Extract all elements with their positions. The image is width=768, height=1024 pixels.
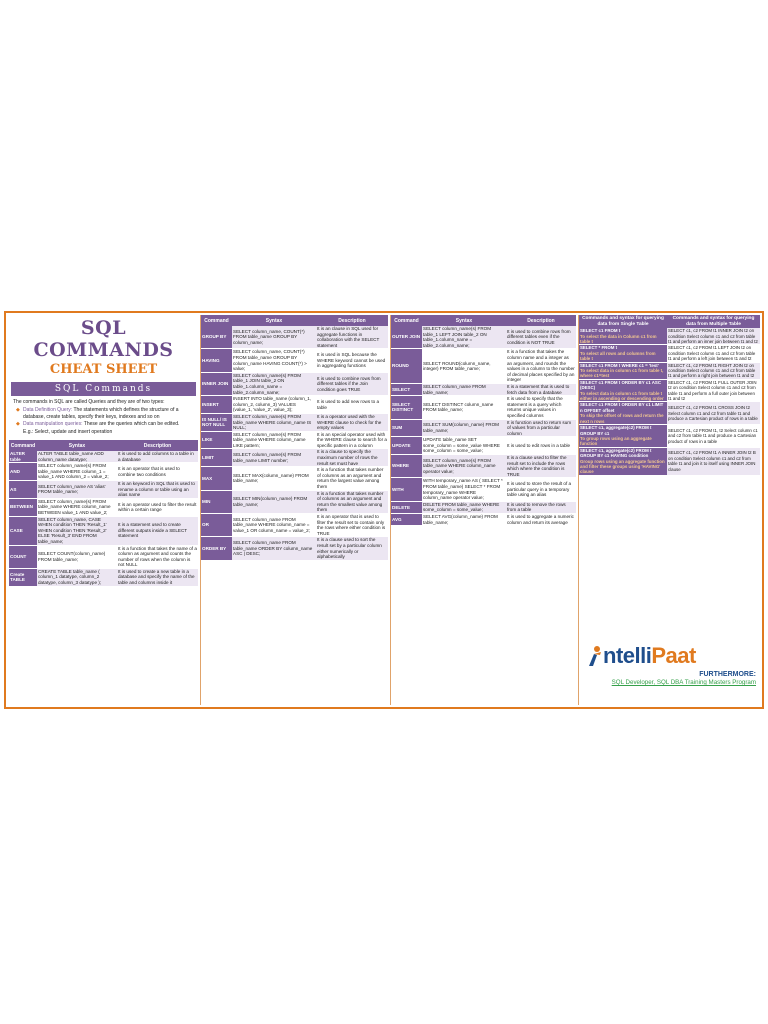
single-table-cell <box>579 402 667 425</box>
queries-table <box>579 315 760 476</box>
syntax-cell: CREATE TABLE table_name ( column_1 datatype, column_2 datatype, column_3 datatype ); <box>37 568 117 586</box>
command-cell: LIKE <box>201 431 232 449</box>
program-link[interactable]: SQL Developer, SQL DBA Training Masters Program <box>611 679 756 686</box>
single-table-note: To select the data in Column c1 from table t <box>580 333 657 344</box>
description-cell: It is a function that takes the column name and a integer as an argument, and rounds the values in a column to the number of decimal places specified by an integer <box>507 349 575 383</box>
command-cell: OUTER JOIN <box>391 326 422 349</box>
description-cell: It is used to edit rows in a table <box>506 437 576 455</box>
logo-accent: Paat <box>651 643 696 668</box>
description-cell: It is a clause to specify the maximum number of rows the result set must have <box>316 449 388 467</box>
description-cell: It is an operator that is used to combine two conditions <box>117 463 198 481</box>
command-cell: HAVING <box>201 349 232 372</box>
syntax-cell: SELECT column_name AS 'alias' FROM table_name; <box>37 480 117 498</box>
table-row <box>201 396 388 414</box>
syntax-cell: SELECT DISTINCT column_name FROM table_name; <box>422 396 506 419</box>
description-cell: It is used to aggregate a numeric column and return its average <box>506 514 576 526</box>
description-cell: It is a function that takes number of columns as an argument and return the smallest value among them <box>316 490 388 513</box>
command-cell: GROUP BY <box>201 326 232 349</box>
multiple-table-cell: SELECT c1, c2 FROM t1 FULL OUTER JOIN t2 on condition Select column c1 and c2 from table t1 and perform a full outer join between t1 and t2 <box>667 379 760 402</box>
intro-list <box>23 407 194 428</box>
table-row <box>391 478 576 501</box>
command-cell: ALTER table <box>9 451 37 463</box>
single-table-cell <box>579 379 667 402</box>
description-cell: It is an keyword in SQL that is used to rename a column or table using an alias name <box>117 480 198 498</box>
intro-desc: These are the queries which can be edited. <box>82 421 180 427</box>
col-command: Command <box>391 315 422 326</box>
command-cell: ORDER BY <box>201 537 232 560</box>
table-row <box>201 413 388 431</box>
syntax-cell: SELECT MIN(column_name) FROM table_name; <box>232 490 316 513</box>
description-cell: It is a operator used with the WHERE clause to check for the empty values <box>316 413 388 431</box>
commands-body-1 <box>9 451 198 586</box>
single-table-query: SELECT c1, aggregate(c2) FROM t GROUP BY c1 <box>580 425 652 436</box>
syntax-cell: SELECT column_name(s) FROM table_name WHERE column_1 = value_1 AND column_2 = value_2; <box>37 463 117 481</box>
command-cell: AND <box>9 463 37 481</box>
intro-term: Data Definition Query: <box>23 407 73 413</box>
description-cell: It is used to create a new table in a database and specify the name of the table and columns inside it <box>117 568 198 586</box>
description-cell: It is a clause used to filter the result set to include the rows which where the condition is TRUE <box>506 455 576 478</box>
single-table-note: To select data in column c1 from table t either in ascending or descending order <box>580 390 664 402</box>
cheat-sheet <box>4 311 764 709</box>
description-cell: It is function used to return sum of values from a particular column <box>506 419 576 437</box>
commands-body-2 <box>201 326 388 560</box>
command-cell: MIN <box>201 490 232 513</box>
panel-intro <box>9 315 198 705</box>
table-row <box>201 537 388 560</box>
command-cell: IS NULL/ IS NOT NULL <box>201 413 232 431</box>
description-cell: It is a function that takes the name of a column as argument and counts the number of rows when the column is not NULL <box>118 545 197 568</box>
single-table-note: To select data in column c1 from table t, where c1=test <box>580 368 664 379</box>
multiple-table-cell: SELECT c1, c2 FROM t1 A INNER JOIN t2 B on condition Select column c1 and c2 from table t1 and join it to itself using INNER JOIN clause <box>667 447 760 475</box>
command-cell: AS <box>9 480 37 498</box>
logo-figure-icon <box>585 645 603 667</box>
syntax-cell: SELECT column_name, COUNT(*) FROM table_name GROUP BY column_name; <box>232 326 316 349</box>
table-row <box>391 349 576 384</box>
description-cell: It is an operator used to filter the result within a certain range <box>117 498 198 516</box>
description-cell: It is a clause used to sort the result set by a particular column either numerically or alphabetically <box>316 537 388 560</box>
description-cell: It is used to add columns to a table in a database <box>117 451 198 463</box>
description-cell: It is used to combine rows from different tables even if the condition is NOT TRUE <box>506 326 576 349</box>
panel-commands-3 <box>390 315 576 705</box>
table-row <box>9 516 198 545</box>
command-cell: MAX <box>201 467 232 490</box>
table-row <box>9 451 198 463</box>
syntax-cell: SELECT MAX(column_name) FROM table_name; <box>232 467 316 490</box>
single-table-cell <box>579 328 667 345</box>
query-row <box>579 328 760 345</box>
intro-desc: The statements which defines the structure of a database, create tables, specify their keys, indexes and so on <box>23 407 179 420</box>
table-row <box>391 396 576 419</box>
query-row <box>579 379 760 402</box>
command-cell: DELETE <box>391 501 422 513</box>
syntax-cell: SELECT column_name(s) FROM table_1 JOIN table_2 ON table_1.column_name = table_2.column_name; <box>232 372 316 395</box>
table-row <box>391 455 576 478</box>
commands-body-3 <box>391 326 576 526</box>
table-row <box>201 349 388 372</box>
description-cell: It is a statement used to create different outputs inside a SELECT statement <box>117 516 198 545</box>
command-cell: WITH <box>391 478 422 501</box>
query-row <box>579 402 760 425</box>
syntax-cell: SELECT column_name FROM table_name ORDER BY column_name ASC | DESC; <box>232 537 316 560</box>
commands-table-1 <box>9 440 198 587</box>
table-row <box>201 514 388 537</box>
syntax-cell: SELECT column_name(s) FROM table_name WHERE column_name IS NULL; <box>232 413 316 431</box>
single-table-cell <box>579 345 667 362</box>
col-single-table: Commands and syntax for querying data from Single Table <box>579 315 667 328</box>
table-row <box>201 490 388 513</box>
syntax-cell: DELETE FROM table_name WHERE some_column = some_value; <box>422 501 506 513</box>
intro-item <box>23 421 194 428</box>
table-row <box>201 467 388 490</box>
command-cell: INSERT <box>201 396 232 414</box>
syntax-cell: SELECT column_name(s) FROM table_name WHERE column_name LIKE pattern; <box>232 431 316 449</box>
multiple-table-cell: SELECT c1, c2 FROM t1 CROSS JOIN t2 Select column c1 and c2 from table t1 and produce a Cartesian product of rows in a table <box>667 402 760 425</box>
syntax-cell: INSERT INTO table_name (column_1, column_2, column_3) VALUES (value_1, 'value_2', value_3); <box>232 396 316 414</box>
col-command: Command <box>9 440 37 451</box>
syntax-cell: SELECT SUM(column_name) FROM table_name; <box>422 419 506 437</box>
single-table-cell <box>579 362 667 379</box>
description-cell: It is a function that takes number of columns as an argument and return the largest value among them <box>316 467 388 490</box>
single-table-note: To group rows using an aggregate function <box>580 435 652 447</box>
table-row <box>9 545 198 568</box>
single-table-query: SELECT c1, aggregate(c2) FROM t GROUP BY c1 HAVING condition <box>580 447 652 459</box>
intro-text <box>9 399 198 436</box>
col-multiple-table: Commands and syntax for querying data from Multiple Table <box>667 315 760 328</box>
multiple-table-cell: SELECT c1, c2 FROM t1, t2 Select column c1 and c2 from table t1 and produce a Cartesian product of rows in a table <box>667 425 760 448</box>
single-table-query: SELECT c1 FROM t <box>580 328 621 334</box>
description-cell: It is a statement that is used to fetch data from a database <box>506 383 576 395</box>
description-cell: It is used to specify that the statement is a query which returns unique values in specified columns <box>506 396 576 419</box>
command-cell: WHERE <box>391 455 422 478</box>
syntax-cell: SELECT column_name(s) FROM table_name WHERE column_name operator value; <box>422 455 506 478</box>
command-cell: INNER JOIN <box>201 372 232 395</box>
commands-table-2 <box>201 315 388 561</box>
intro-lead: The commands in SQL are called Queries and they are of two types: <box>13 399 165 405</box>
multiple-table-cell: SELECT c1, c2 FROM t1 LEFT JOIN t2 on condition Select column c1 and c2 from table t1 and perform a left join between t1 and t2 <box>667 345 760 362</box>
table-row <box>9 568 198 586</box>
description-cell: It is used to store the result of a particular query in a temporary table using an alias <box>506 478 576 501</box>
table-row <box>201 431 388 449</box>
description-cell: It is an clause in SQL used for aggregate functions in collaboration with the SELECT statement <box>316 326 388 349</box>
description-cell: It is used to combine rows from different tables if the Join condition goes TRUE <box>316 372 388 395</box>
description-cell: It is used in SQL because the WHERE keyword cannot be used in aggregating functions <box>316 349 388 372</box>
command-cell: UPDATE <box>391 437 422 455</box>
panel-commands-2 <box>200 315 388 705</box>
intro-term: Data manipulation queries: <box>23 421 83 427</box>
multiple-table-cell: SELECT c1, c2 FROM t1 INNER JOIN t2 on condition Select column c1 and c2 from table t1 and perform an inner join between t1 and t2 <box>667 328 760 345</box>
single-table-note: To select all rows and columns from table t <box>580 350 656 362</box>
col-syntax: Syntax <box>422 315 506 326</box>
syntax-cell: SELECT column_name(s) FROM table_name LIMIT number; <box>232 449 316 467</box>
command-cell: SUM <box>391 419 422 437</box>
syntax-cell: ALTER TABLE table_name ADD column_name datatype; <box>37 451 117 463</box>
furthermore-label: FURTHERMORE: <box>699 671 756 678</box>
syntax-cell: SELECT column_name, COUNT(*) FROM table_name GROUP BY column_name HAVING COUNT(*) > value; <box>232 349 316 372</box>
queries-body <box>579 328 760 475</box>
sheet-subtitle: CHEAT SHEET <box>49 362 158 377</box>
description-cell: It is used to remove the rows from a table <box>506 501 576 513</box>
table-row <box>391 419 576 437</box>
logo-main: ntelli <box>603 643 652 668</box>
col-syntax: Syntax <box>232 315 316 326</box>
query-row <box>579 425 760 448</box>
command-cell: SELECT <box>391 383 422 395</box>
single-table-cell <box>579 425 667 448</box>
brand-box <box>585 639 756 701</box>
col-syntax: Syntax <box>37 440 117 451</box>
table-row <box>201 372 388 395</box>
command-cell: LIMIT <box>201 449 232 467</box>
syntax-cell: SELECT AVG(column_name) FROM table_name; <box>422 514 506 526</box>
table-row <box>9 498 198 516</box>
table-row <box>391 514 576 526</box>
table-row <box>391 501 576 513</box>
syntax-cell: SELECT column_name(s) FROM table_1 LEFT JOIN table_2 ON table_1.column_name = table_2.column_name; <box>422 326 506 349</box>
panel-queries <box>578 315 760 705</box>
query-row <box>579 362 760 379</box>
intellipaat-logo[interactable] <box>585 643 756 669</box>
syntax-cell: SELECT column_name(s) FROM table_name WHERE column_name BETWEEN value_1 AND value_2; <box>37 498 117 516</box>
single-table-query: SELECT c1 FROM t ORDER BY c1 LIMIT n OFFSET offset <box>580 402 664 413</box>
command-cell: OR <box>201 514 232 537</box>
table-row <box>9 463 198 481</box>
description-cell: It is an operator that is used to filter the result set to contain only the rows where either condition is TRUE <box>316 514 388 537</box>
command-cell: Create TABLE <box>9 568 37 586</box>
col-command: Command <box>201 315 232 326</box>
section-band: SQL Commands <box>11 382 196 396</box>
commands-table-3 <box>391 315 576 526</box>
command-cell: SELECT DISTINCT <box>391 396 422 419</box>
col-description: Description <box>316 315 388 326</box>
table-row <box>9 480 198 498</box>
col-description: Description <box>506 315 576 326</box>
table-row <box>201 326 388 349</box>
table-row <box>391 437 576 455</box>
single-table-query: SELECT * FROM t <box>580 345 618 351</box>
single-table-note: To skip the offset of rows and return the next n rows <box>580 413 664 424</box>
single-table-query: SELECT c1 FROM t ORDER BY c1 ASC (DESC) <box>580 379 661 391</box>
syntax-cell: SELECT column_name, CASE WHEN condition THEN 'Result_1' WHEN condition THEN 'Result_2' ELSE 'Result_3' END FROM table_name; <box>37 516 117 545</box>
syntax-cell: SELECT column_name FROM table_name WHERE column_name = value_1 OR column_name = value_2; <box>232 514 316 537</box>
command-cell: CASE <box>9 516 37 545</box>
query-row <box>579 345 760 362</box>
table-row <box>391 326 576 349</box>
description-cell: It is used to add new rows to a table <box>316 396 388 414</box>
multiple-table-cell: SELECT c1, c2 FROM t1 RIGHT JOIN t2 on condition Select column c1 and c2 from table t1 and perform a right join between t1 and t2 <box>667 362 760 379</box>
command-cell: BETWEEN <box>9 498 37 516</box>
description-cell: It is an special operator used with the WHERE clause to search for a specific pattern in a column <box>317 431 387 448</box>
table-row <box>391 383 576 395</box>
command-cell: COUNT <box>9 545 37 568</box>
intro-item <box>23 407 194 421</box>
table-row <box>201 449 388 467</box>
logo-wordmark <box>603 643 696 669</box>
syntax-cell: WITH temporary_name AS ( SELECT * FROM table_name) SELECT * FROM temporary_name WHERE column_name operator value; <box>422 478 506 501</box>
command-cell: AVG <box>391 514 422 526</box>
sheet-title: SQL COMMANDS <box>33 317 174 361</box>
col-description: Description <box>117 440 198 451</box>
single-table-cell <box>579 447 667 475</box>
single-table-query: SELECT c1 FROM t WHERE c1 = 'test' <box>580 362 659 368</box>
single-table-note: Group rows using an aggregate function and filter these groups using 'HAVING' clause <box>580 458 665 475</box>
syntax-cell: SELECT COUNT(column_name) FROM table_name; <box>37 545 117 568</box>
syntax-cell: UPDATE table_name SET some_column = some_value WHERE some_column = some_value; <box>422 437 506 455</box>
syntax-cell: SELECT ROUND(column_name, integer) FROM table_name; <box>422 349 506 384</box>
query-row <box>579 447 760 475</box>
syntax-cell: SELECT column_name FROM table_name; <box>422 383 506 395</box>
intro-example: E.g.: Select, update and insert operation <box>23 429 113 435</box>
command-cell: ROUND <box>391 349 422 384</box>
